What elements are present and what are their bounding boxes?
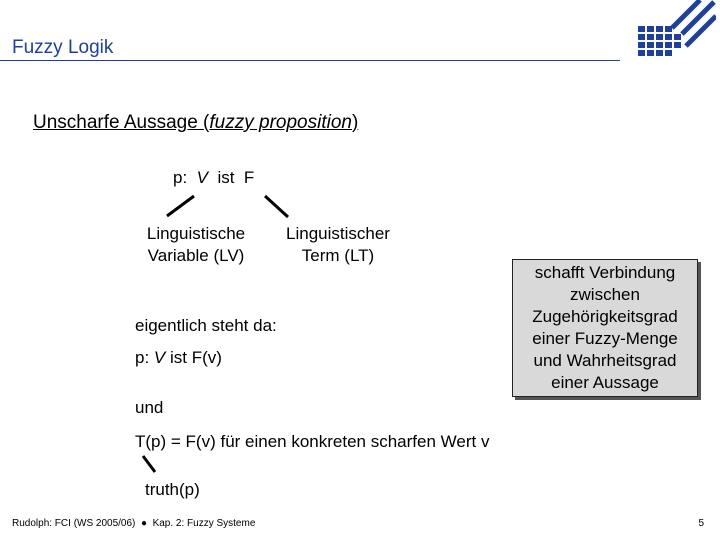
proposition-formula: p: V ist F (173, 168, 255, 187)
box-line: und Wahrheitsgrad (533, 351, 677, 370)
box-line: einer Fuzzy-Menge (532, 329, 678, 348)
slide-header-title: Fuzzy Logik (12, 37, 114, 58)
university-logo-icon (616, 0, 716, 66)
actual-formula: p: V ist F(v) (135, 348, 222, 367)
connector-f-to-lt (265, 196, 288, 217)
footer-bullet-icon: ● (140, 518, 147, 529)
und-text: und (135, 398, 164, 417)
section-title: Unscharfe Aussage (fuzzy proposition) (33, 112, 359, 133)
box-line: zwischen (570, 285, 640, 304)
explanation-box (512, 259, 698, 397)
actual-intro-text: eigentlich steht da: (135, 316, 277, 335)
footer-source: Rudolph: FCI (WS 2005/06) ● Kap. 2: Fuzzy Systeme (12, 518, 256, 529)
page-number: 5 (698, 518, 704, 529)
linguistic-term-label: Linguistischer Term (LT) (286, 224, 390, 265)
linguistic-variable-label: Linguistische Variable (LV) (146, 224, 246, 265)
connector-v-to-lv (167, 196, 194, 216)
header-divider (0, 60, 620, 61)
box-line: einer Aussage (551, 373, 659, 392)
connector-tp-to-truth (143, 456, 155, 472)
truth-label: truth(p) (145, 480, 200, 499)
box-line: schafft Verbindung (534, 263, 676, 282)
truth-function-formula: T(p) = F(v) für einen konkreten scharfen Wert v (135, 432, 490, 451)
box-line: Zugehörigkeitsgrad (532, 307, 678, 326)
